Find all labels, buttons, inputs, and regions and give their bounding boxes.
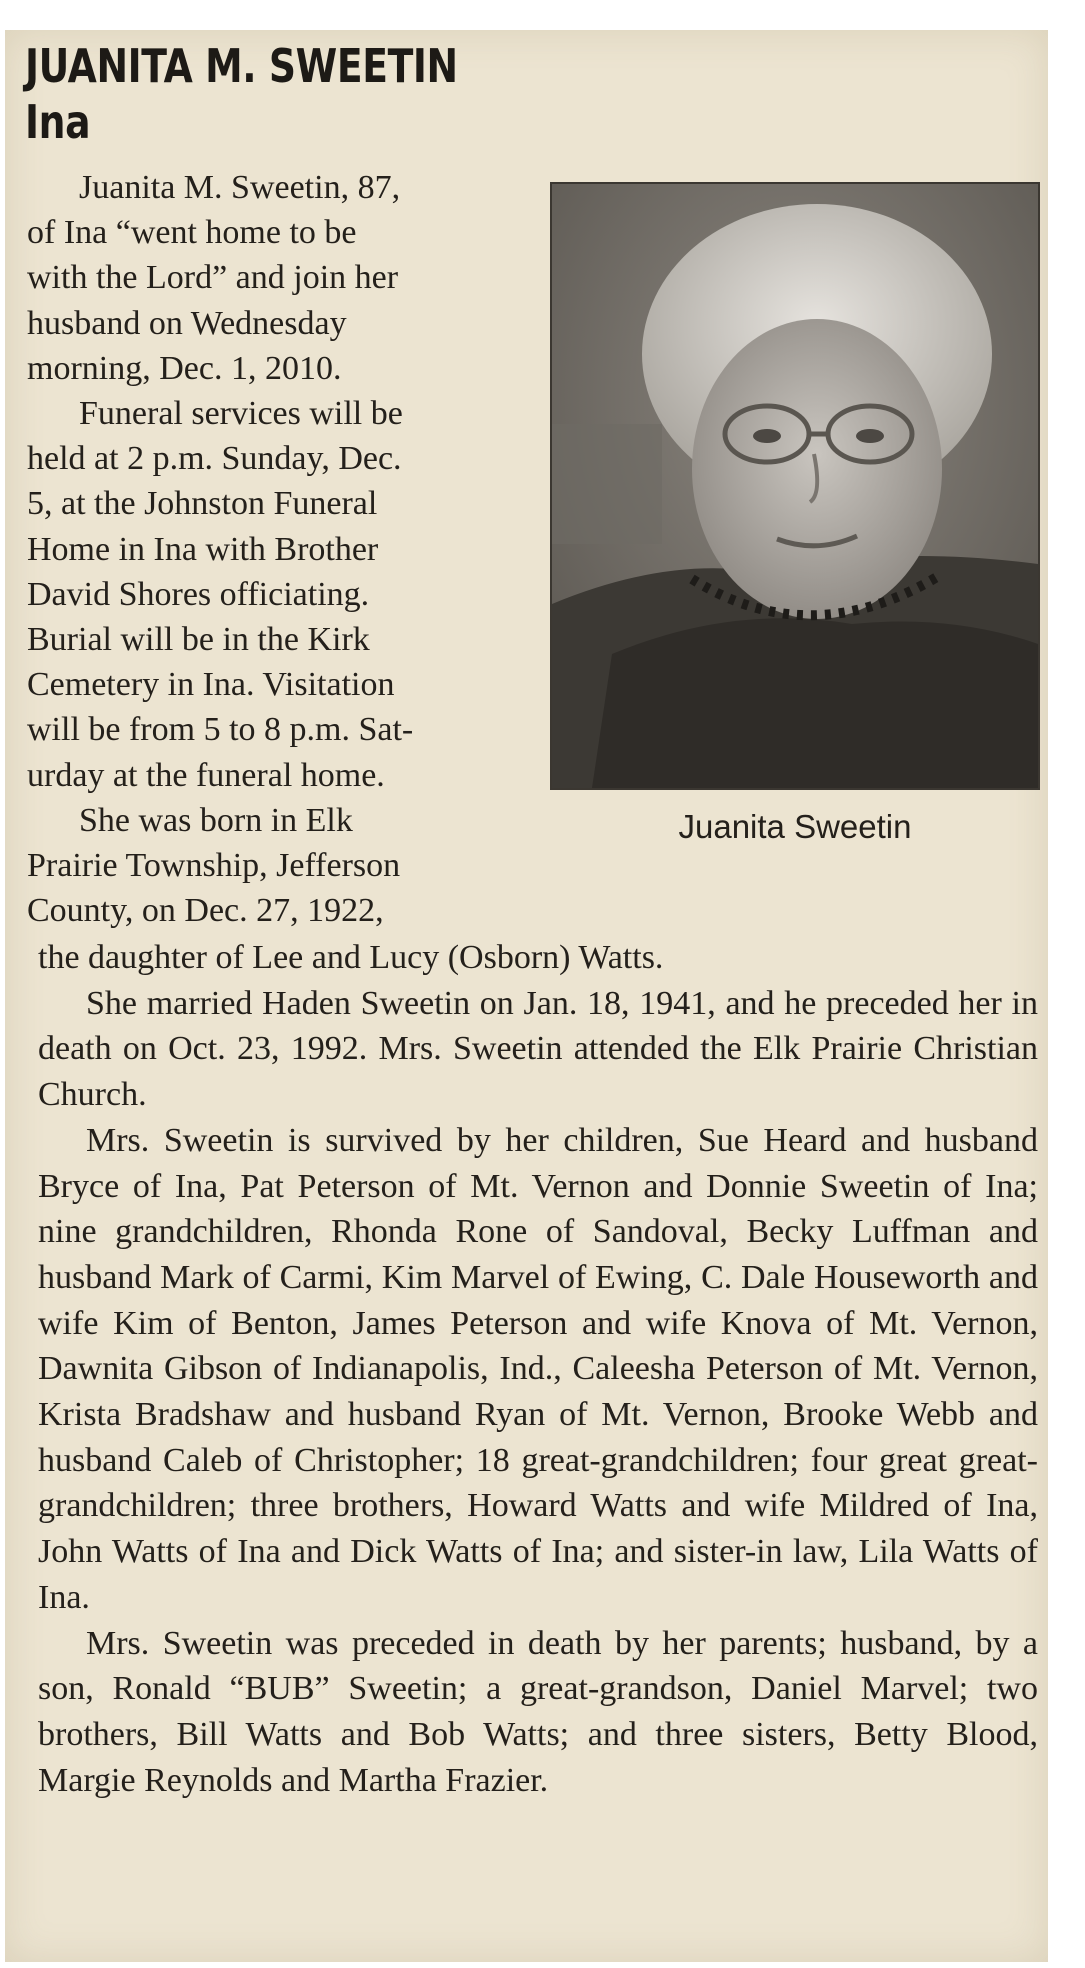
obituary-paragraph: the daughter of Lee and Lucy (Osborn) Watts. bbox=[38, 939, 664, 976]
headline-place: Ina bbox=[25, 95, 91, 149]
column-line: Juanita M. Sweetin, 87, bbox=[79, 169, 401, 206]
obituary-paragraph: Mrs. Sweetin is survived by her children, Sue Heard and husband Bryce of Ina, Pat Peterson of Mt. Vernon and Donnie Sweetin of Ina; nine grandchildren, Rhonda Rone of Sandoval, Becky Luffman and husband Mark of Carmi, Kim Marvel of Ewing, C. Dale Houseworth and wife Kim of Benton, James Peterson and wife Knova of Mt. Vernon, Dawnita Gibson of Indianapolis, Ind., Caleesha Peterson of Mt. Vernon, Krista Bradshaw and husband Ryan of Mt. Vernon, Brooke Webb and husband Caleb of Christopher; 18 great-grandchildren; four great great-grandchildren; three brothers, Howard Watts and wife Mildred of Ina, John Watts of Ina and Dick Watts of Ina; and sister-in law, Lila Watts of Ina. bbox=[38, 1121, 1038, 1616]
full-width-text bbox=[38, 935, 1038, 1803]
column-line: Burial will be in the Kirk bbox=[27, 621, 370, 659]
column-line: urday at the funeral home. bbox=[27, 756, 385, 794]
column-line: husband on Wednesday bbox=[27, 304, 347, 342]
column-line: She was born in Elk bbox=[79, 801, 353, 839]
column-line: held at 2 p.m. Sunday, Dec. bbox=[27, 440, 402, 478]
column-line: Funeral services will be bbox=[79, 395, 403, 433]
photo-caption: Juanita Sweetin bbox=[678, 808, 912, 845]
column-line: 5, at the Johnston Funeral bbox=[27, 485, 378, 523]
column-line: morning, Dec. 1, 2010. bbox=[27, 349, 342, 387]
obituary-paragraph: Mrs. Sweetin was preceded in death by her parents; husband, by a son, Ronald “BUB” Sweetin; a great-grandson, Daniel Marvel; two brothers, Bill Watts and Bob Watts; and three sisters, Betty Blood, Margie Reynolds and Martha Frazier. bbox=[38, 1624, 1038, 1799]
bleed-through-text bbox=[530, 30, 1030, 100]
obituary-paragraph: She married Haden Sweetin on Jan. 18, 1941, and he preceded her in death on Oct. 23, 1992. Mrs. Sweetin attended the Elk Prairie Christian Church. bbox=[38, 984, 1038, 1114]
column-line: will be from 5 to 8 p.m. Sat- bbox=[27, 711, 414, 749]
column-line: Home in Ina with Brother bbox=[27, 530, 379, 568]
column-line: of Ina “went home to be bbox=[27, 214, 357, 252]
column-line: with the Lord” and join her bbox=[27, 259, 399, 297]
portrait-photo bbox=[550, 182, 1040, 790]
column-line: Cemetery in Ina. Visitation bbox=[27, 666, 395, 704]
headline-name: JUANITA M. SWEETIN bbox=[25, 39, 458, 93]
column-line: County, on Dec. 27, 1922, bbox=[27, 892, 384, 930]
column-line: David Shores officiating. bbox=[27, 575, 370, 613]
obituary-headline bbox=[25, 38, 458, 150]
column-line: Prairie Township, Jefferson bbox=[27, 847, 401, 885]
narrow-column-text bbox=[27, 165, 497, 933]
